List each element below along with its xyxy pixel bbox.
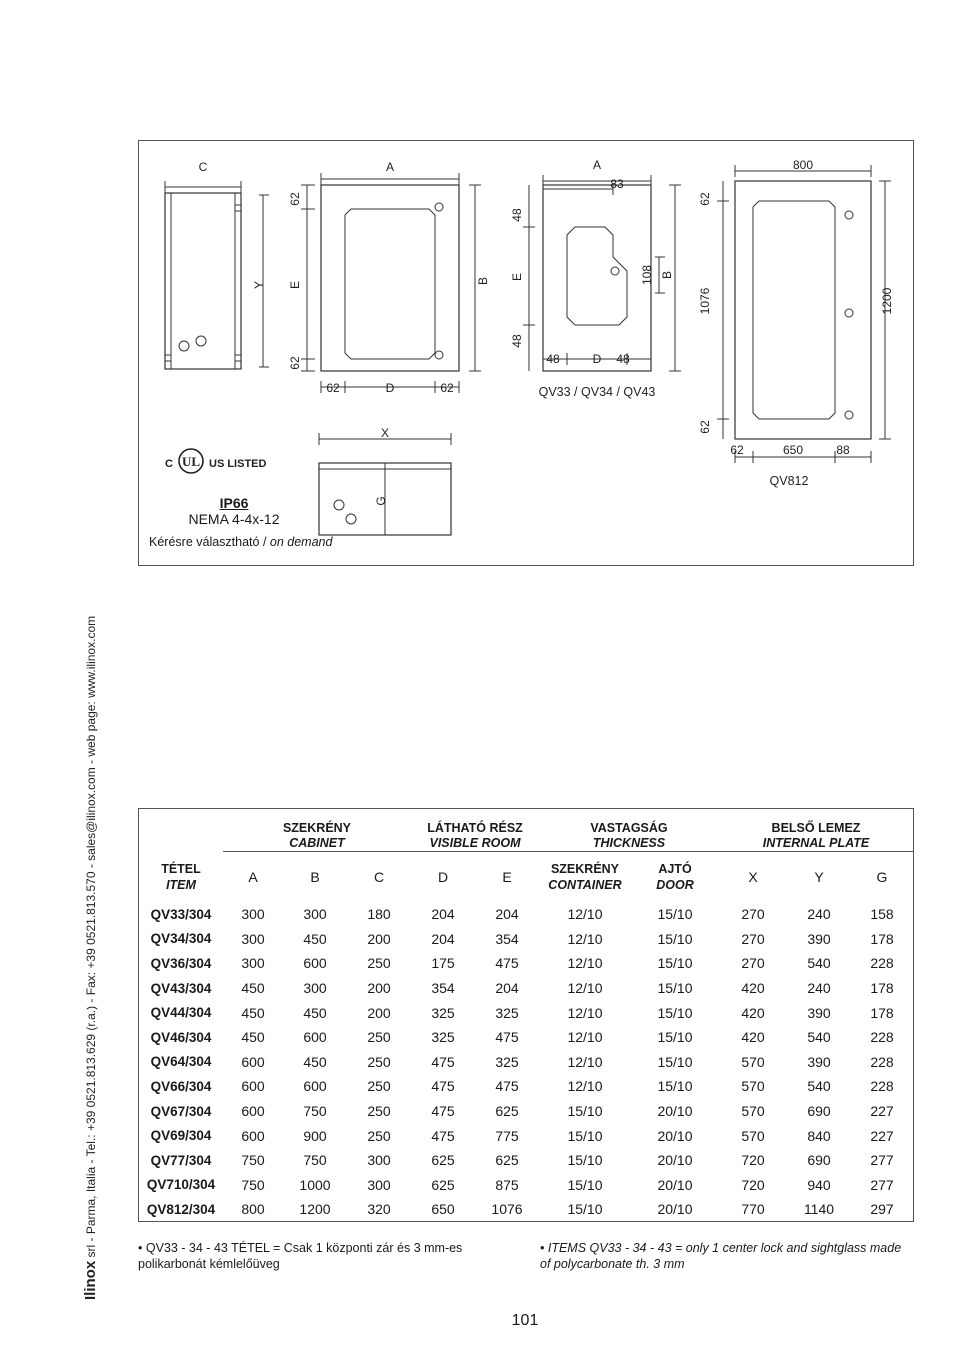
ip-rating bbox=[179, 495, 289, 527]
table-cell: 475 bbox=[431, 1078, 455, 1095]
dim-big-800: 800 bbox=[792, 158, 814, 172]
table-row bbox=[139, 1123, 913, 1148]
table-cell: 390 bbox=[807, 1004, 831, 1021]
dim-front-62-top: 62 bbox=[288, 192, 302, 206]
table-cell: 20/10 bbox=[657, 1103, 693, 1120]
table-cell: 15/10 bbox=[567, 1103, 603, 1120]
table-cell: 250 bbox=[367, 1103, 391, 1120]
table-cell: 204 bbox=[431, 930, 455, 947]
dim-big-62-bot: 62 bbox=[698, 420, 712, 434]
table-cell: 875 bbox=[495, 1176, 519, 1193]
page-number: 101 bbox=[511, 1312, 539, 1329]
table-cell: 475 bbox=[495, 1078, 519, 1095]
table-cell: 204 bbox=[431, 906, 455, 923]
table-row bbox=[139, 1099, 913, 1124]
table-cell: 240 bbox=[807, 980, 831, 997]
table-row bbox=[139, 1050, 913, 1075]
table-cell: 250 bbox=[367, 1078, 391, 1095]
table-cell: 325 bbox=[431, 1004, 455, 1021]
column-header-row bbox=[139, 852, 913, 903]
table-cell: 475 bbox=[495, 955, 519, 972]
company-name: Ilinox bbox=[82, 1260, 99, 1300]
spec-table bbox=[139, 809, 913, 1222]
item-code: QV44/304 bbox=[150, 1005, 212, 1021]
group-cabinet: SZEKRÉNY CABINET bbox=[282, 821, 352, 850]
col-container: SZEKRÉNY CONTAINER bbox=[539, 852, 631, 903]
table-cell: 420 bbox=[741, 1004, 765, 1021]
on-demand-en: on demand bbox=[269, 535, 333, 549]
group-thickness: VASTAGSÁG THICKNESS bbox=[590, 821, 668, 850]
table-cell: 325 bbox=[431, 1029, 455, 1046]
table-cell: 720 bbox=[741, 1152, 765, 1169]
table-cell: 600 bbox=[241, 1127, 265, 1144]
table-cell: 300 bbox=[303, 980, 327, 997]
dim-big-88: 88 bbox=[836, 443, 850, 457]
table-cell: 178 bbox=[870, 980, 894, 997]
table-cell: 175 bbox=[431, 955, 455, 972]
table-cell: 12/10 bbox=[567, 1029, 603, 1046]
table-cell: 20/10 bbox=[657, 1127, 693, 1144]
table-cell: 277 bbox=[870, 1176, 894, 1193]
col-y: Y bbox=[787, 852, 851, 903]
table-cell: 750 bbox=[303, 1103, 327, 1120]
item-code: QV69/304 bbox=[150, 1128, 212, 1144]
table-cell: 277 bbox=[870, 1152, 894, 1169]
note-hu: • QV33 - 34 - 43 TÉTEL = Csak 1 központi zár és 3 mm-es polikarbonát kémlelőüveg bbox=[138, 1241, 463, 1271]
table-cell: 228 bbox=[870, 1029, 894, 1046]
table-cell: 390 bbox=[807, 930, 831, 947]
table-cell: 450 bbox=[241, 980, 265, 997]
table-cell: 625 bbox=[431, 1152, 455, 1169]
table-cell: 600 bbox=[303, 1078, 327, 1095]
table-cell: 475 bbox=[495, 1029, 519, 1046]
group-header-row bbox=[139, 809, 913, 852]
table-cell: 228 bbox=[870, 1053, 894, 1070]
side-view bbox=[165, 181, 269, 369]
sidebar-contact bbox=[82, 615, 112, 1300]
item-code: QV77/304 bbox=[150, 1152, 212, 1168]
item-code: QV33/304 bbox=[150, 906, 212, 922]
table-cell: 250 bbox=[367, 1029, 391, 1046]
table-cell: 750 bbox=[303, 1152, 327, 1169]
dim-bottom-x: X bbox=[380, 426, 390, 440]
table-cell: 940 bbox=[807, 1176, 831, 1193]
dim-side-c: C bbox=[198, 160, 208, 174]
table-cell: 15/10 bbox=[657, 906, 693, 923]
group-visible-room: LÁTHATÓ RÉSZ VISIBLE ROOM bbox=[427, 821, 523, 850]
table-row bbox=[139, 951, 913, 976]
dim-front-62-l: 62 bbox=[326, 381, 340, 395]
table-cell: 15/10 bbox=[567, 1176, 603, 1193]
item-code: QV67/304 bbox=[150, 1103, 212, 1119]
table-cell: 200 bbox=[367, 980, 391, 997]
dim-qv-d: D bbox=[592, 352, 602, 366]
item-code: QV812/304 bbox=[146, 1201, 216, 1217]
ul-logo-icon bbox=[151, 447, 291, 477]
table-cell: 20/10 bbox=[657, 1201, 693, 1218]
col-d: D bbox=[411, 852, 475, 903]
table-cell: 300 bbox=[241, 906, 265, 923]
table-cell: 300 bbox=[241, 955, 265, 972]
dim-qv-e: E bbox=[510, 272, 524, 282]
item-code: QV36/304 bbox=[150, 955, 212, 971]
table-cell: 300 bbox=[367, 1176, 391, 1193]
table-cell: 450 bbox=[303, 1004, 327, 1021]
table-cell: 12/10 bbox=[567, 980, 603, 997]
dim-qv-83: 83 bbox=[610, 177, 624, 191]
table-cell: 15/10 bbox=[657, 980, 693, 997]
table-cell: 450 bbox=[241, 1004, 265, 1021]
front-view bbox=[301, 173, 481, 393]
table-cell: 228 bbox=[870, 1078, 894, 1095]
table-cell: 158 bbox=[870, 906, 894, 923]
table-cell: 15/10 bbox=[657, 1078, 693, 1095]
table-cell: 450 bbox=[303, 930, 327, 947]
table-cell: 15/10 bbox=[657, 1004, 693, 1021]
table-cell: 1140 bbox=[803, 1201, 835, 1218]
on-demand-hu: Kérésre választható / bbox=[149, 535, 267, 549]
table-cell: 325 bbox=[495, 1004, 519, 1021]
table-cell: 270 bbox=[741, 906, 765, 923]
table-cell: 420 bbox=[741, 1029, 765, 1046]
table-cell: 600 bbox=[241, 1078, 265, 1095]
bottom-view bbox=[319, 433, 451, 535]
qv33-door-view bbox=[523, 175, 681, 371]
table-cell: 20/10 bbox=[657, 1176, 693, 1193]
table-cell: 690 bbox=[807, 1103, 831, 1120]
dim-big-62-top: 62 bbox=[698, 192, 712, 206]
table-cell: 750 bbox=[241, 1152, 265, 1169]
spec-table-panel bbox=[138, 808, 914, 1222]
table-row bbox=[139, 902, 913, 927]
table-cell: 354 bbox=[431, 980, 455, 997]
col-a: A bbox=[223, 852, 283, 903]
table-cell: 650 bbox=[431, 1201, 455, 1218]
table-cell: 540 bbox=[807, 1029, 831, 1046]
table-cell: 204 bbox=[495, 906, 519, 923]
table-cell: 270 bbox=[741, 955, 765, 972]
table-cell: 750 bbox=[241, 1176, 265, 1193]
table-row bbox=[139, 1025, 913, 1050]
table-cell: 690 bbox=[807, 1152, 831, 1169]
table-cell: 15/10 bbox=[567, 1152, 603, 1169]
table-cell: 20/10 bbox=[657, 1152, 693, 1169]
dim-qv-48-l: 48 bbox=[546, 352, 560, 366]
table-cell: 800 bbox=[241, 1201, 265, 1218]
table-cell: 250 bbox=[367, 1053, 391, 1070]
col-g: G bbox=[851, 852, 913, 903]
table-cell: 625 bbox=[495, 1152, 519, 1169]
dim-front-b: B bbox=[476, 276, 490, 286]
col-item: TÉTEL ITEM bbox=[161, 861, 201, 892]
item-code: QV66/304 bbox=[150, 1078, 212, 1094]
technical-drawing bbox=[138, 140, 914, 566]
contact-info: srl - Parma, Italia - Tel.: +39 0521.813.629 (r.a.) - Fax: +39 0521.813.570 - sales@ilinox.com - web page: www.ilinox.com bbox=[84, 615, 98, 1261]
table-cell: 354 bbox=[495, 930, 519, 947]
on-demand-note bbox=[149, 535, 332, 549]
dim-qv-48-bot: 48 bbox=[510, 334, 524, 348]
table-cell: 270 bbox=[741, 930, 765, 947]
table-cell: 600 bbox=[303, 955, 327, 972]
dim-front-a: A bbox=[385, 160, 395, 174]
table-cell: 570 bbox=[741, 1127, 765, 1144]
table-cell: 15/10 bbox=[657, 1029, 693, 1046]
col-e: E bbox=[475, 852, 539, 903]
table-row bbox=[139, 1148, 913, 1173]
item-code: QV64/304 bbox=[150, 1054, 212, 1070]
table-row bbox=[139, 1074, 913, 1099]
table-cell: 200 bbox=[367, 1004, 391, 1021]
table-cell: 570 bbox=[741, 1078, 765, 1095]
dim-bottom-g: G bbox=[374, 496, 388, 506]
qv812-view bbox=[717, 165, 891, 463]
table-row bbox=[139, 976, 913, 1001]
table-cell: 12/10 bbox=[567, 1078, 603, 1095]
table-cell: 475 bbox=[431, 1127, 455, 1144]
group-internal-plate: BELSŐ LEMEZ INTERNAL PLATE bbox=[762, 821, 870, 850]
item-code: QV46/304 bbox=[150, 1029, 212, 1045]
table-cell: 840 bbox=[807, 1127, 831, 1144]
nema-label: NEMA 4-4x-12 bbox=[188, 511, 280, 527]
note-en: • ITEMS QV33 - 34 - 43 = only 1 center lock and sightglass made of polycarbonate th. 3 mm bbox=[540, 1241, 902, 1271]
table-cell: 570 bbox=[741, 1053, 765, 1070]
ip66-label: IP66 bbox=[219, 495, 249, 511]
table-cell: 900 bbox=[303, 1127, 327, 1144]
col-c: C bbox=[347, 852, 411, 903]
table-cell: 12/10 bbox=[567, 906, 603, 923]
table-cell: 775 bbox=[495, 1127, 519, 1144]
ul-listed-mark bbox=[151, 447, 291, 477]
dim-big-650: 650 bbox=[782, 443, 804, 457]
dim-front-e: E bbox=[288, 280, 302, 290]
table-cell: 250 bbox=[367, 1127, 391, 1144]
table-cell: 240 bbox=[807, 906, 831, 923]
table-cell: 15/10 bbox=[657, 930, 693, 947]
table-cell: 12/10 bbox=[567, 955, 603, 972]
table-cell: 12/10 bbox=[567, 1053, 603, 1070]
col-x: X bbox=[719, 852, 787, 903]
table-cell: 12/10 bbox=[567, 1004, 603, 1021]
table-cell: 250 bbox=[367, 955, 391, 972]
table-row bbox=[139, 927, 913, 952]
table-cell: 570 bbox=[741, 1103, 765, 1120]
table-cell: 12/10 bbox=[567, 930, 603, 947]
table-cell: 15/10 bbox=[567, 1201, 603, 1218]
col-b: B bbox=[283, 852, 347, 903]
dim-front-62-bot: 62 bbox=[288, 356, 302, 370]
dim-big-62-l: 62 bbox=[730, 443, 744, 457]
table-cell: 15/10 bbox=[567, 1127, 603, 1144]
table-cell: 1076 bbox=[491, 1201, 523, 1218]
table-cell: 15/10 bbox=[657, 955, 693, 972]
table-cell: 15/10 bbox=[657, 1053, 693, 1070]
table-cell: 390 bbox=[807, 1053, 831, 1070]
table-cell: 300 bbox=[367, 1152, 391, 1169]
table-cell: 227 bbox=[870, 1127, 894, 1144]
table-cell: 204 bbox=[495, 980, 519, 997]
table-cell: 770 bbox=[741, 1201, 765, 1218]
table-cell: 178 bbox=[870, 1004, 894, 1021]
table-cell: 475 bbox=[431, 1103, 455, 1120]
table-cell: 600 bbox=[241, 1103, 265, 1120]
table-cell: 228 bbox=[870, 955, 894, 972]
item-code: QV710/304 bbox=[146, 1177, 216, 1193]
dim-front-d: D bbox=[385, 381, 395, 395]
item-code: QV34/304 bbox=[150, 931, 212, 947]
table-cell: 475 bbox=[431, 1053, 455, 1070]
dim-big-1200: 1200 bbox=[880, 287, 894, 315]
table-cell: 540 bbox=[807, 1078, 831, 1095]
table-cell: 227 bbox=[870, 1103, 894, 1120]
table-cell: 720 bbox=[741, 1176, 765, 1193]
table-cell: 300 bbox=[241, 930, 265, 947]
table-cell: 625 bbox=[495, 1103, 519, 1120]
cert-c: C bbox=[165, 458, 173, 470]
table-cell: 325 bbox=[495, 1053, 519, 1070]
table-cell: 297 bbox=[870, 1201, 894, 1218]
table-cell: 178 bbox=[870, 930, 894, 947]
table-cell: 320 bbox=[367, 1201, 391, 1218]
table-row bbox=[139, 1000, 913, 1025]
table-cell: 200 bbox=[367, 930, 391, 947]
dim-qv-48-top: 48 bbox=[510, 208, 524, 222]
item-code: QV43/304 bbox=[150, 980, 212, 996]
dim-front-62-r: 62 bbox=[440, 381, 454, 395]
table-cell: 450 bbox=[241, 1029, 265, 1046]
dim-qv-108: 108 bbox=[640, 264, 654, 286]
table-cell: 625 bbox=[431, 1176, 455, 1193]
ul-text: UL bbox=[181, 454, 201, 469]
dim-side-y: Y bbox=[252, 280, 266, 290]
table-cell: 1000 bbox=[299, 1176, 331, 1193]
dim-big-1076: 1076 bbox=[698, 287, 712, 315]
caption-qv33: QV33 / QV34 / QV43 bbox=[538, 385, 656, 399]
dim-qv-48-r: 48 bbox=[616, 352, 630, 366]
caption-qv812: QV812 bbox=[769, 474, 809, 488]
table-cell: 1200 bbox=[299, 1201, 331, 1218]
cert-us-listed: US LISTED bbox=[209, 458, 267, 470]
col-door: AJTÓ DOOR bbox=[631, 852, 719, 903]
table-cell: 450 bbox=[303, 1053, 327, 1070]
table-cell: 600 bbox=[241, 1053, 265, 1070]
table-row bbox=[139, 1197, 913, 1222]
dim-qv-a: A bbox=[592, 158, 602, 172]
table-cell: 600 bbox=[303, 1029, 327, 1046]
table-cell: 540 bbox=[807, 955, 831, 972]
table-cell: 300 bbox=[303, 906, 327, 923]
table-row bbox=[139, 1173, 913, 1198]
table-cell: 420 bbox=[741, 980, 765, 997]
table-cell: 180 bbox=[367, 906, 391, 923]
dim-qv-b: B bbox=[660, 270, 674, 280]
